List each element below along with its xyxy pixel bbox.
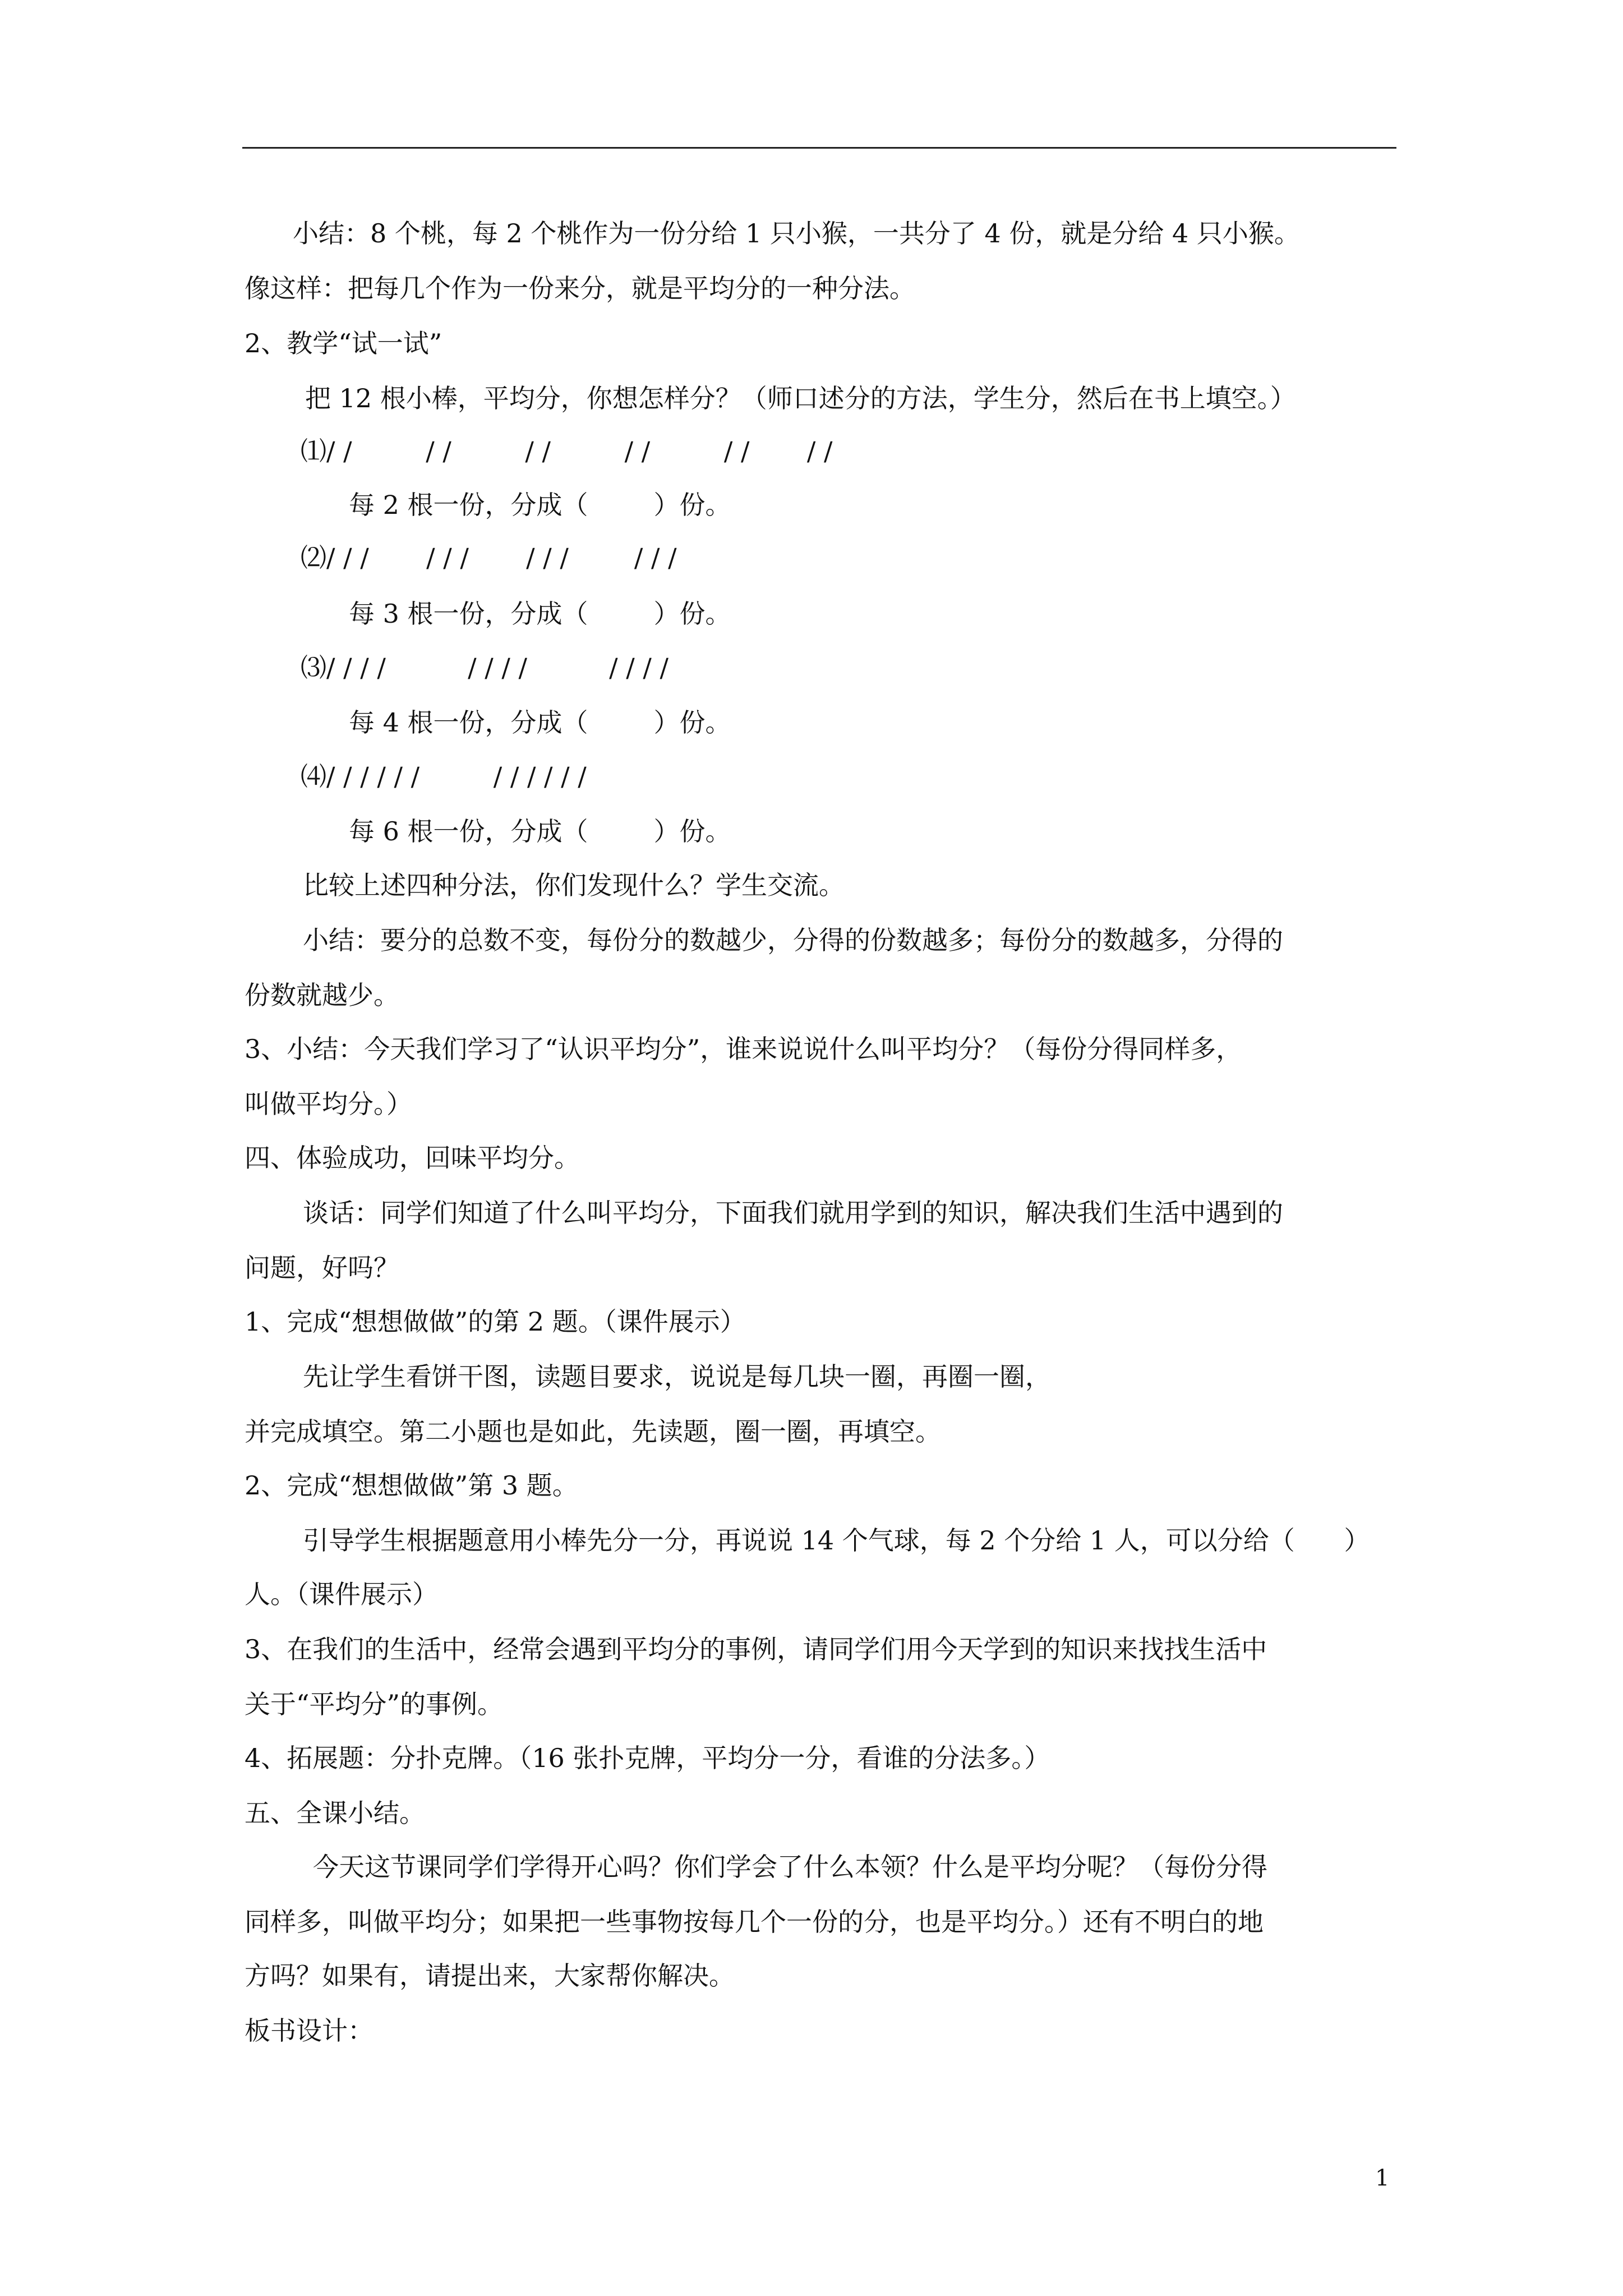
stick-row: ⑴/ / / / / / / / / / / / bbox=[301, 436, 833, 466]
text-line: 像这样：把每几个作为一份来分，就是平均分的一种分法。 bbox=[245, 273, 915, 303]
text-line: 3、在我们的生活中，经常会遇到平均分的事例，请同学们用今天学到的知识来找找生活中 bbox=[245, 1634, 1267, 1664]
header-rule bbox=[242, 147, 1396, 149]
text-line: 今天这节课同学们学得开心吗？你们学会了什么本领？什么是平均分呢？（每份分得 bbox=[313, 1852, 1267, 1882]
text-line: 问题，好吗？ bbox=[245, 1253, 399, 1283]
text-line: 4、拓展题：分扑克牌。（16 张扑克牌，平均分一分，看谁的分法多。） bbox=[245, 1743, 1050, 1773]
text-line: 比较上述四种分法，你们发现什么？学生交流。 bbox=[303, 870, 845, 900]
text-line: 并完成填空。第二小题也是如此，先读题，圈一圈，再填空。 bbox=[245, 1416, 941, 1447]
fill-blank-line: 每 4 根一份，分成（ ）份。 bbox=[349, 707, 731, 738]
text-line: 份数就越少。 bbox=[245, 980, 399, 1010]
text-line: 先让学生看饼干图，读题目要求，说说是每几块一圈，再圈一圈， bbox=[303, 1361, 1051, 1392]
fill-blank-line: 每 3 根一份，分成（ ）份。 bbox=[349, 599, 731, 629]
text-line: 板书设计： bbox=[245, 2016, 374, 2046]
text-line: 3、小结：今天我们学习了“认识平均分”，谁来说说什么叫平均分？（每份分得同样多， bbox=[245, 1034, 1242, 1064]
fill-blank-line: 每 6 根一份，分成（ ）份。 bbox=[349, 816, 731, 846]
text-line: 人。（课件展示） bbox=[245, 1579, 438, 1609]
fill-blank-line: 每 2 根一份，分成（ ）份。 bbox=[349, 490, 731, 520]
text-line: 同样多，叫做平均分；如果把一些事物按每几个一份的分，也是平均分。）还有不明白的地 bbox=[245, 1907, 1264, 1937]
section-heading: 四、体验成功，回味平均分。 bbox=[245, 1143, 580, 1173]
text-line: 谈话：同学们知道了什么叫平均分，下面我们就用学到的知识，解决我们生活中遇到的 bbox=[303, 1198, 1283, 1228]
stick-row: ⑶/ / / / / / / / / / / / bbox=[301, 652, 669, 683]
text-line: 小结：8 个桃，每 2 个桃作为一份分给 1 只小猴，一共分了 4 份，就是分给 4 只小猴。 bbox=[293, 218, 1300, 249]
page-number: 1 bbox=[1375, 2165, 1390, 2191]
text-line: 1、完成“想想做做”的第 2 题。（课件展示） bbox=[245, 1306, 746, 1337]
text-line: 把 12 根小棒，平均分，你想怎样分？（师口述分的方法，学生分，然后在书上填空。） bbox=[305, 383, 1296, 413]
stick-row: ⑷/ / / / / / / / / / / / bbox=[301, 761, 587, 792]
text-line: 引导学生根据题意用小棒先分一分，再说说 14 个气球，每 2 个分给 1 人，可以分给（ ） bbox=[303, 1525, 1370, 1556]
stick-row: ⑵/ / / / / / / / / / / / bbox=[301, 542, 677, 573]
text-line: 叫做平均分。） bbox=[245, 1089, 412, 1119]
text-line: 小结：要分的总数不变，每份分的数越少，分得的份数越多；每份分的数越多，分得的 bbox=[303, 925, 1283, 955]
section-heading: 2、教学“试一试” bbox=[245, 328, 442, 358]
text-line: 关于“平均分”的事例。 bbox=[245, 1689, 504, 1719]
text-line: 2、完成“想想做做”第 3 题。 bbox=[245, 1470, 578, 1501]
section-heading: 五、全课小结。 bbox=[245, 1798, 425, 1828]
text-line: 方吗？如果有，请提出来，大家帮你解决。 bbox=[245, 1961, 735, 1991]
